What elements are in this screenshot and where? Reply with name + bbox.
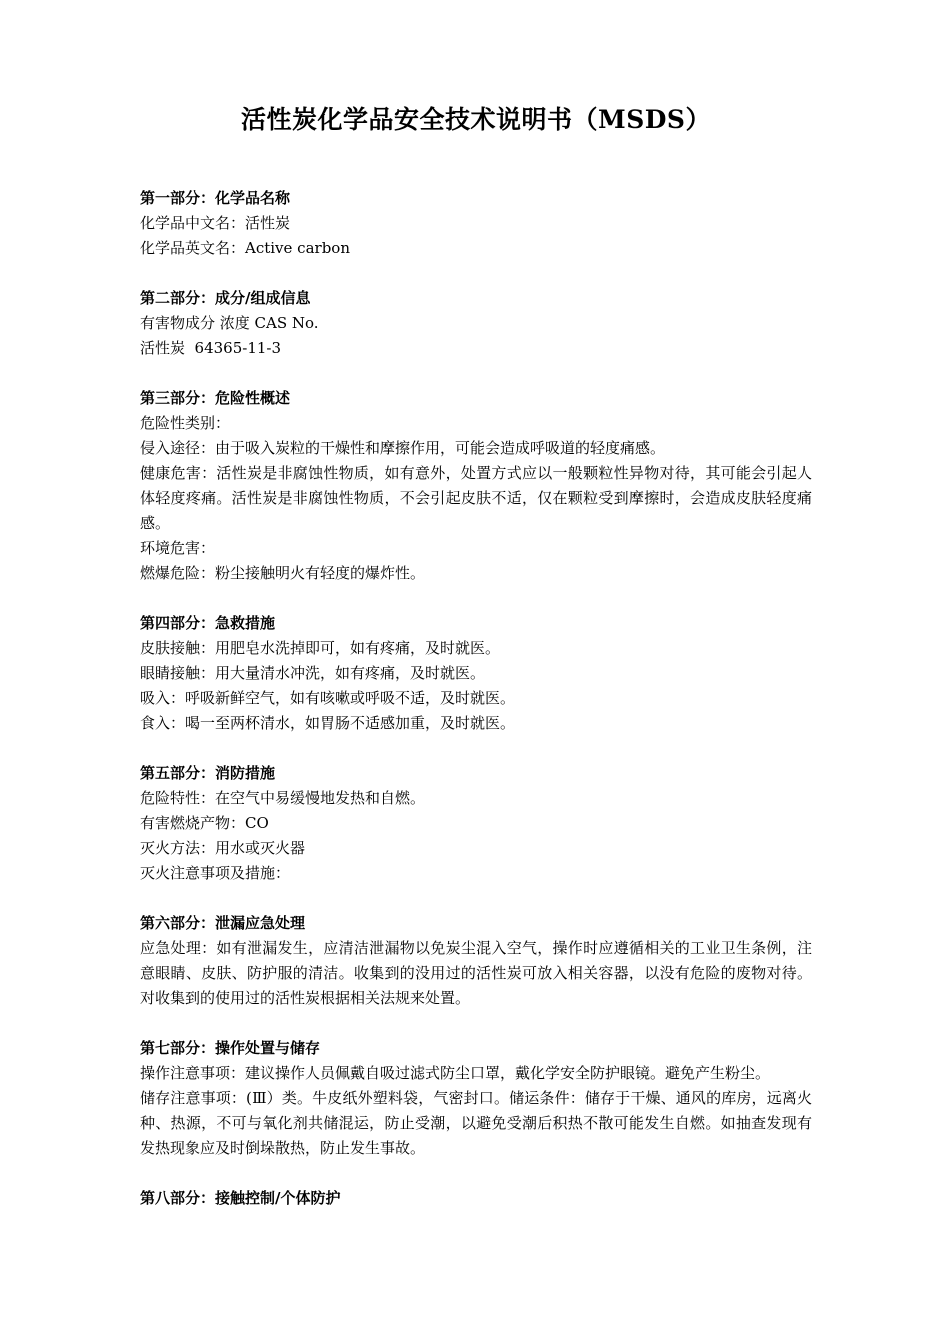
section-line: 有害物成分 浓度 CAS No. (140, 314, 319, 332)
section-line: 储存注意事项：(Ⅲ）类。牛皮纸外塑料袋，气密封口。储运条件：储存于干燥、通风的库房，远离火种、热源，不可与氧化剂共储混运，防止受潮，以避免受潮后积热不散可能发生自燃。如抽查发现有发热现象应及时倒垛散热，防止发生事故。 (140, 1089, 812, 1157)
section-handling-storage (140, 1036, 812, 1161)
section-line: 灭火方法：用水或灭火器 (140, 839, 306, 857)
section-line: 健康危害：活性炭是非腐蚀性物质，如有意外，处置方式应以一般颗粒性异物对待，其可能会引起人体轻度疼痛。活性炭是非腐蚀性物质，不会引起皮肤不适，仅在颗粒受到摩擦时，会造成皮肤轻度痛感。 (140, 464, 812, 532)
section-line: 灭火注意事项及措施： (140, 864, 291, 882)
document-title: 活性炭化学品安全技术说明书（MSDS） (241, 105, 711, 134)
section-line: 燃爆危险：粉尘接触明火有轻度的爆炸性。 (140, 564, 426, 582)
section-heading: 第五部分：消防措施 (140, 764, 276, 782)
section-heading: 第六部分：泄漏应急处理 (140, 914, 306, 932)
section-heading: 第二部分：成分/组成信息 (140, 289, 311, 307)
section-composition (140, 286, 812, 361)
document-page (140, 100, 812, 1236)
section-heading: 第八部分：接触控制/个体防护 (140, 1189, 341, 1207)
section-first-aid (140, 611, 812, 736)
section-spill-response (140, 911, 812, 1011)
section-heading: 第一部分：化学品名称 (140, 189, 291, 207)
section-heading: 第四部分：急救措施 (140, 614, 276, 632)
section-line: 环境危害： (140, 539, 216, 557)
section-line: 眼睛接触：用大量清水冲洗，如有疼痛，及时就医。 (140, 664, 486, 682)
section-line: 操作注意事项：建议操作人员佩戴自吸过滤式防尘口罩，戴化学安全防护眼镜。避免产生粉尘。 (140, 1064, 771, 1082)
section-line: 危险特性：在空气中易缓慢地发热和自燃。 (140, 789, 426, 807)
section-line: 应急处理：如有泄漏发生，应清洁泄漏物以免炭尘混入空气，操作时应遵循相关的工业卫生条例，注意眼睛、皮肤、防护服的清洁。收集到的没用过的活性炭可放入相关容器，以没有危险的废物对待。对收集到的使用过的活性炭根据相关法规来处置。 (140, 939, 812, 1007)
section-line: 侵入途径：由于吸入炭粒的干燥性和摩擦作用，可能会造成呼吸道的轻度痛感。 (140, 439, 666, 457)
section-line: 有害燃烧产物：CO (140, 814, 269, 832)
section-line: 化学品英文名：Active carbon (140, 239, 350, 257)
section-heading: 第七部分：操作处置与储存 (140, 1039, 321, 1057)
section-exposure-control (140, 1186, 812, 1211)
section-line: 食入：喝一至两杯清水，如胃肠不适感加重，及时就医。 (140, 714, 516, 732)
section-line: 吸入：呼吸新鲜空气，如有咳嗽或呼吸不适，及时就医。 (140, 689, 516, 707)
section-line: 皮肤接触：用肥皂水洗掉即可，如有疼痛，及时就医。 (140, 639, 501, 657)
section-hazards (140, 386, 812, 586)
section-line: 化学品中文名：活性炭 (140, 214, 291, 232)
section-heading: 第三部分：危险性概述 (140, 389, 291, 407)
section-fire-fighting (140, 761, 812, 886)
section-line: 危险性类别： (140, 414, 231, 432)
section-chemical-name (140, 186, 812, 261)
section-line: 活性炭 64365-11-3 (140, 339, 282, 357)
